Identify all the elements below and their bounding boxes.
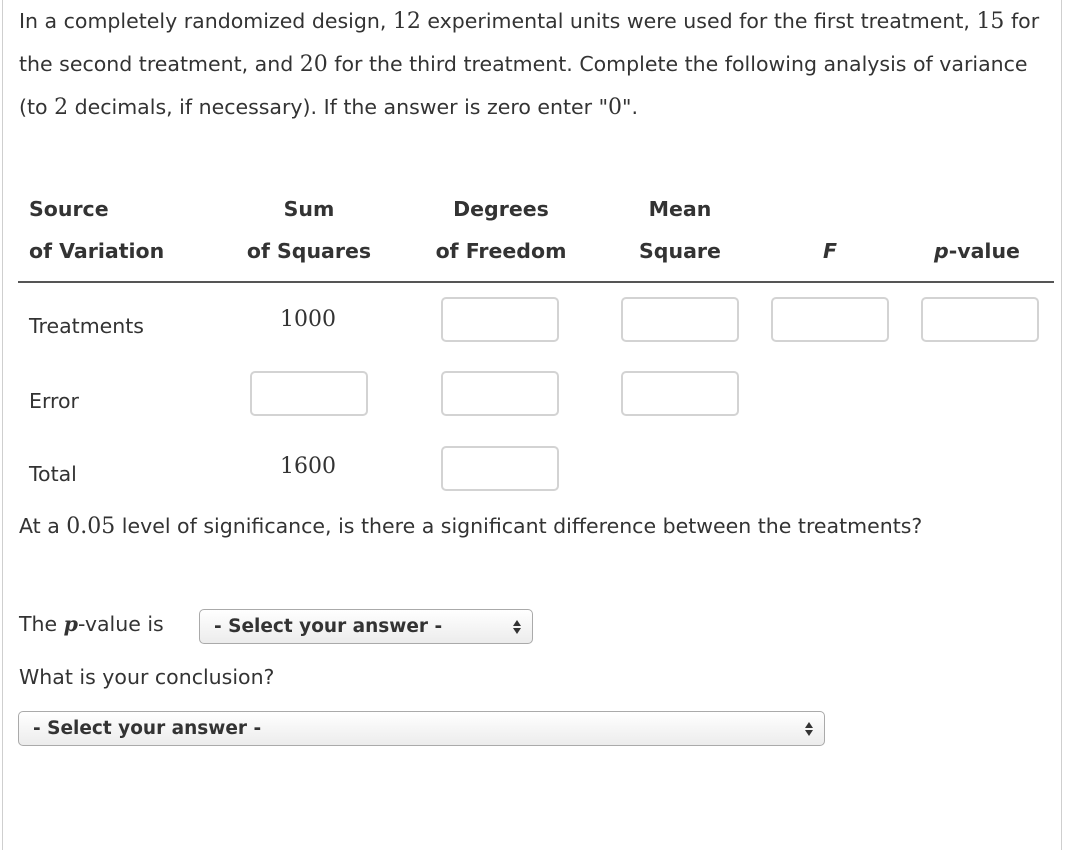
header-degrees-of-freedom: Degrees of Freedom — [435, 197, 567, 263]
alpha-value: 0.05 — [66, 514, 116, 539]
select-arrows-icon — [804, 720, 814, 738]
treatments-ss-value: 1000 — [280, 307, 336, 332]
header-mean-square: Mean Square — [639, 197, 721, 263]
p-value-prompt: The p-value is — [19, 612, 164, 636]
row-label-treatments: Treatments — [29, 314, 144, 338]
row-label-error: Error — [29, 389, 79, 413]
total-df-input[interactable] — [441, 446, 559, 491]
header-f: F — [822, 239, 837, 263]
n2-value: 15 — [976, 9, 1005, 34]
zero-value: 0 — [608, 95, 623, 120]
table-header-rule — [18, 281, 1054, 283]
treatments-p-value-input[interactable] — [921, 297, 1039, 342]
decimals-value: 2 — [54, 95, 69, 120]
error-ss-input[interactable] — [250, 371, 368, 416]
treatments-ms-input[interactable] — [621, 297, 739, 342]
header-p-value: p-value — [934, 239, 1020, 263]
n3-value: 20 — [299, 52, 328, 77]
header-source: Source of Variation — [29, 197, 165, 263]
row-label-total: Total — [29, 462, 77, 486]
select-arrows-icon — [512, 618, 522, 636]
header-sum-of-squares: Sum of Squares — [246, 197, 372, 263]
treatments-f-input[interactable] — [771, 297, 889, 342]
error-ms-input[interactable] — [621, 371, 739, 416]
conclusion-select[interactable]: - Select your answer - — [18, 711, 825, 746]
error-df-input[interactable] — [441, 371, 559, 416]
n1-value: 12 — [392, 9, 421, 34]
treatments-df-input[interactable] — [441, 297, 559, 342]
p-value-select[interactable]: - Select your answer - — [199, 609, 533, 644]
significance-question: At a 0.05 level of significance, is there a significant difference between the treatments? — [19, 514, 923, 539]
total-ss-value: 1600 — [280, 454, 336, 479]
conclusion-question: What is your conclusion? — [19, 665, 275, 689]
question-text: In a completely randomized design, 12 experimental units were used for the first treatment, 15 for the second treatment, and 20 for the third treatment. Complete the following analysis of variance (to 2 decimals, if necessary). If the answer is zero enter "0". — [19, 9, 1040, 120]
